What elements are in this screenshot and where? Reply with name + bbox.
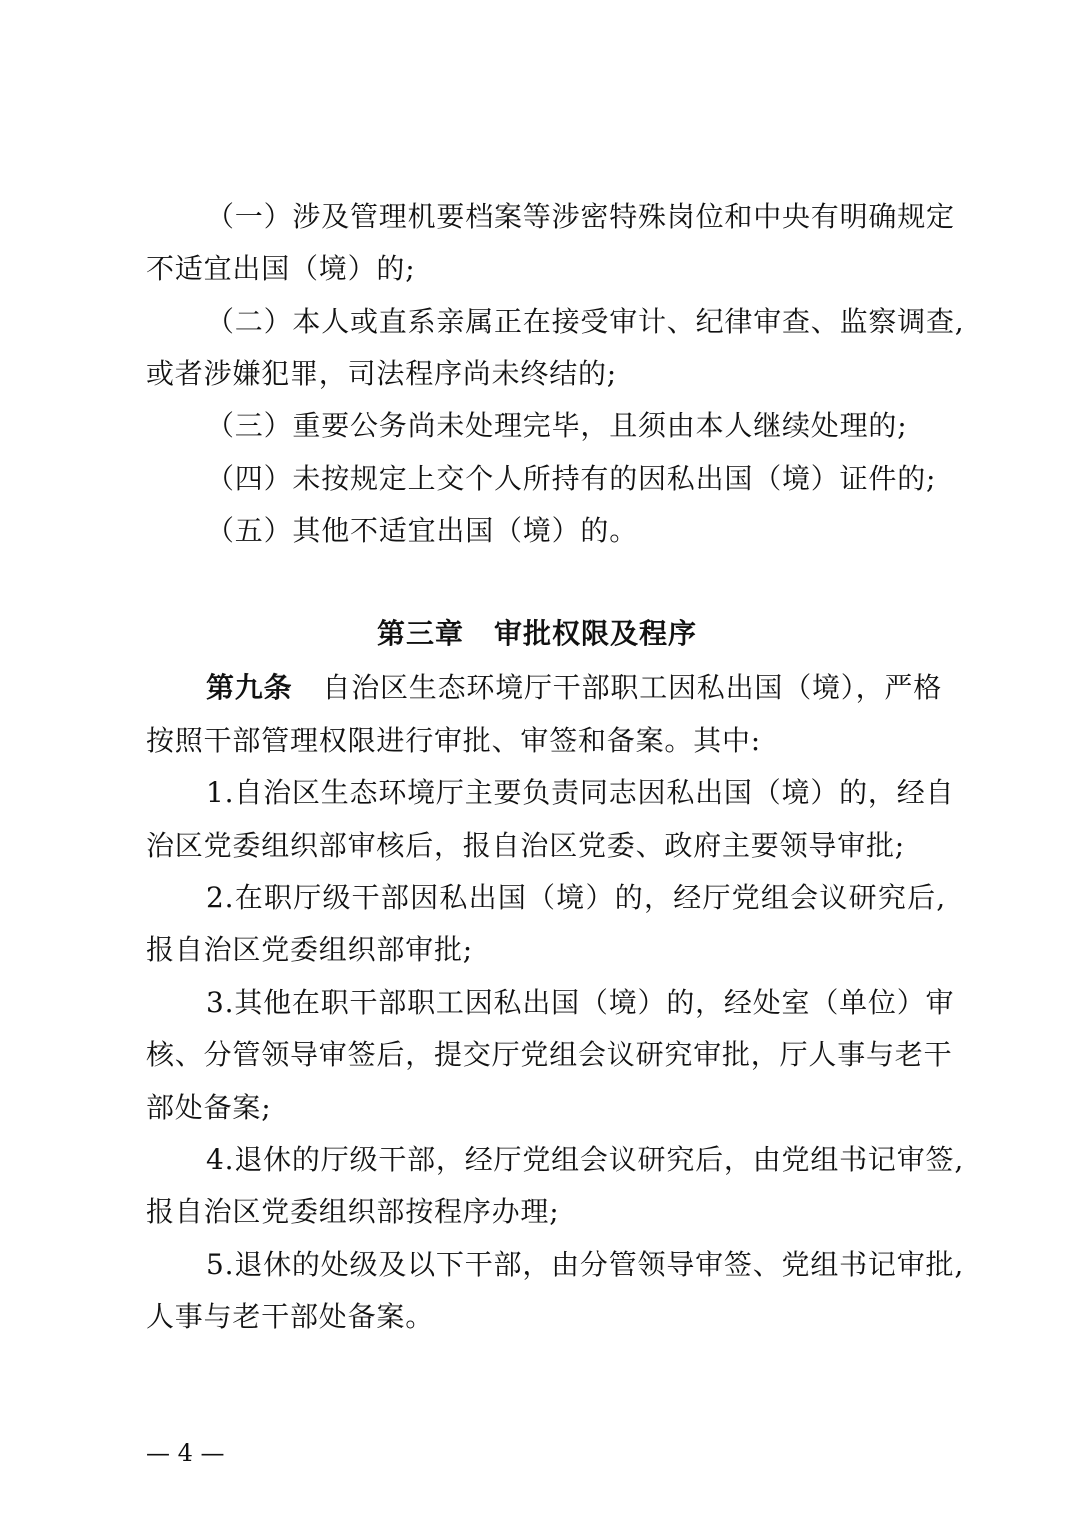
article-label: 第九条 (206, 671, 293, 704)
page-number: — 4 — (146, 1439, 225, 1467)
rule-3-line-1: 3.其他在职干部职工因私出国（境）的，经处室（单位）审 (206, 986, 955, 1019)
item-2-line-1: （二）本人或直系亲属正在接受审计、纪律审查、监察调查, (206, 305, 965, 338)
rule-5-line-2: 人事与老干部处备案。 (146, 1300, 435, 1333)
article-text-1: 自治区生态环境厅干部职工因私出国（境），严格 (322, 671, 943, 704)
item-2-line-2: 或者涉嫌犯罪，司法程序尚未终结的; (146, 357, 618, 390)
chapter-number: 第三章 (376, 617, 464, 650)
article-9-line-2: 按照干部管理权限进行审批、审签和备案。其中: (146, 724, 762, 757)
rule-1-line-1: 1.自治区生态环境厅主要负责同志因私出国（境）的，经自 (206, 776, 955, 809)
item-1-line-1: （一）涉及管理机要档案等涉密特殊岗位和中央有明确规定 (206, 200, 955, 233)
item-3-line-1: （三）重要公务尚未处理完毕，且须由本人继续处理的; (206, 409, 908, 442)
rule-2-line-1: 2.在职厅级干部因私出国（境）的，经厅党组会议研究后, (206, 881, 946, 914)
rule-5-line-1: 5.退休的处级及以下干部，由分管领导审签、党组书记审批, (206, 1248, 965, 1281)
item-4-line-1: （四）未按规定上交个人所持有的因私出国（境）证件的; (206, 462, 937, 495)
article-9-line-1 (206, 670, 946, 706)
rule-4-line-2: 报自治区党委组织部按程序办理; (146, 1195, 560, 1228)
rule-3-line-2: 核、分管领导审签后，提交厅党组会议研究审批，厅人事与老干 (146, 1038, 953, 1071)
item-1-line-2: 不适宜出国（境）的; (146, 252, 416, 285)
rule-1-line-2: 治区党委组织部审核后，报自治区党委、政府主要领导审批; (146, 829, 906, 862)
chapter-heading (0, 614, 1074, 654)
item-5-line-1: （五）其他不适宜出国（境）的。 (206, 514, 639, 547)
rule-3-line-3: 部处备案; (146, 1091, 272, 1124)
rule-4-line-1: 4.退休的厅级干部，经厅党组会议研究后，由党组书记审签, (206, 1143, 965, 1176)
chapter-title: 审批权限及程序 (494, 617, 698, 650)
rule-2-line-2: 报自治区党委组织部审批; (146, 933, 474, 966)
